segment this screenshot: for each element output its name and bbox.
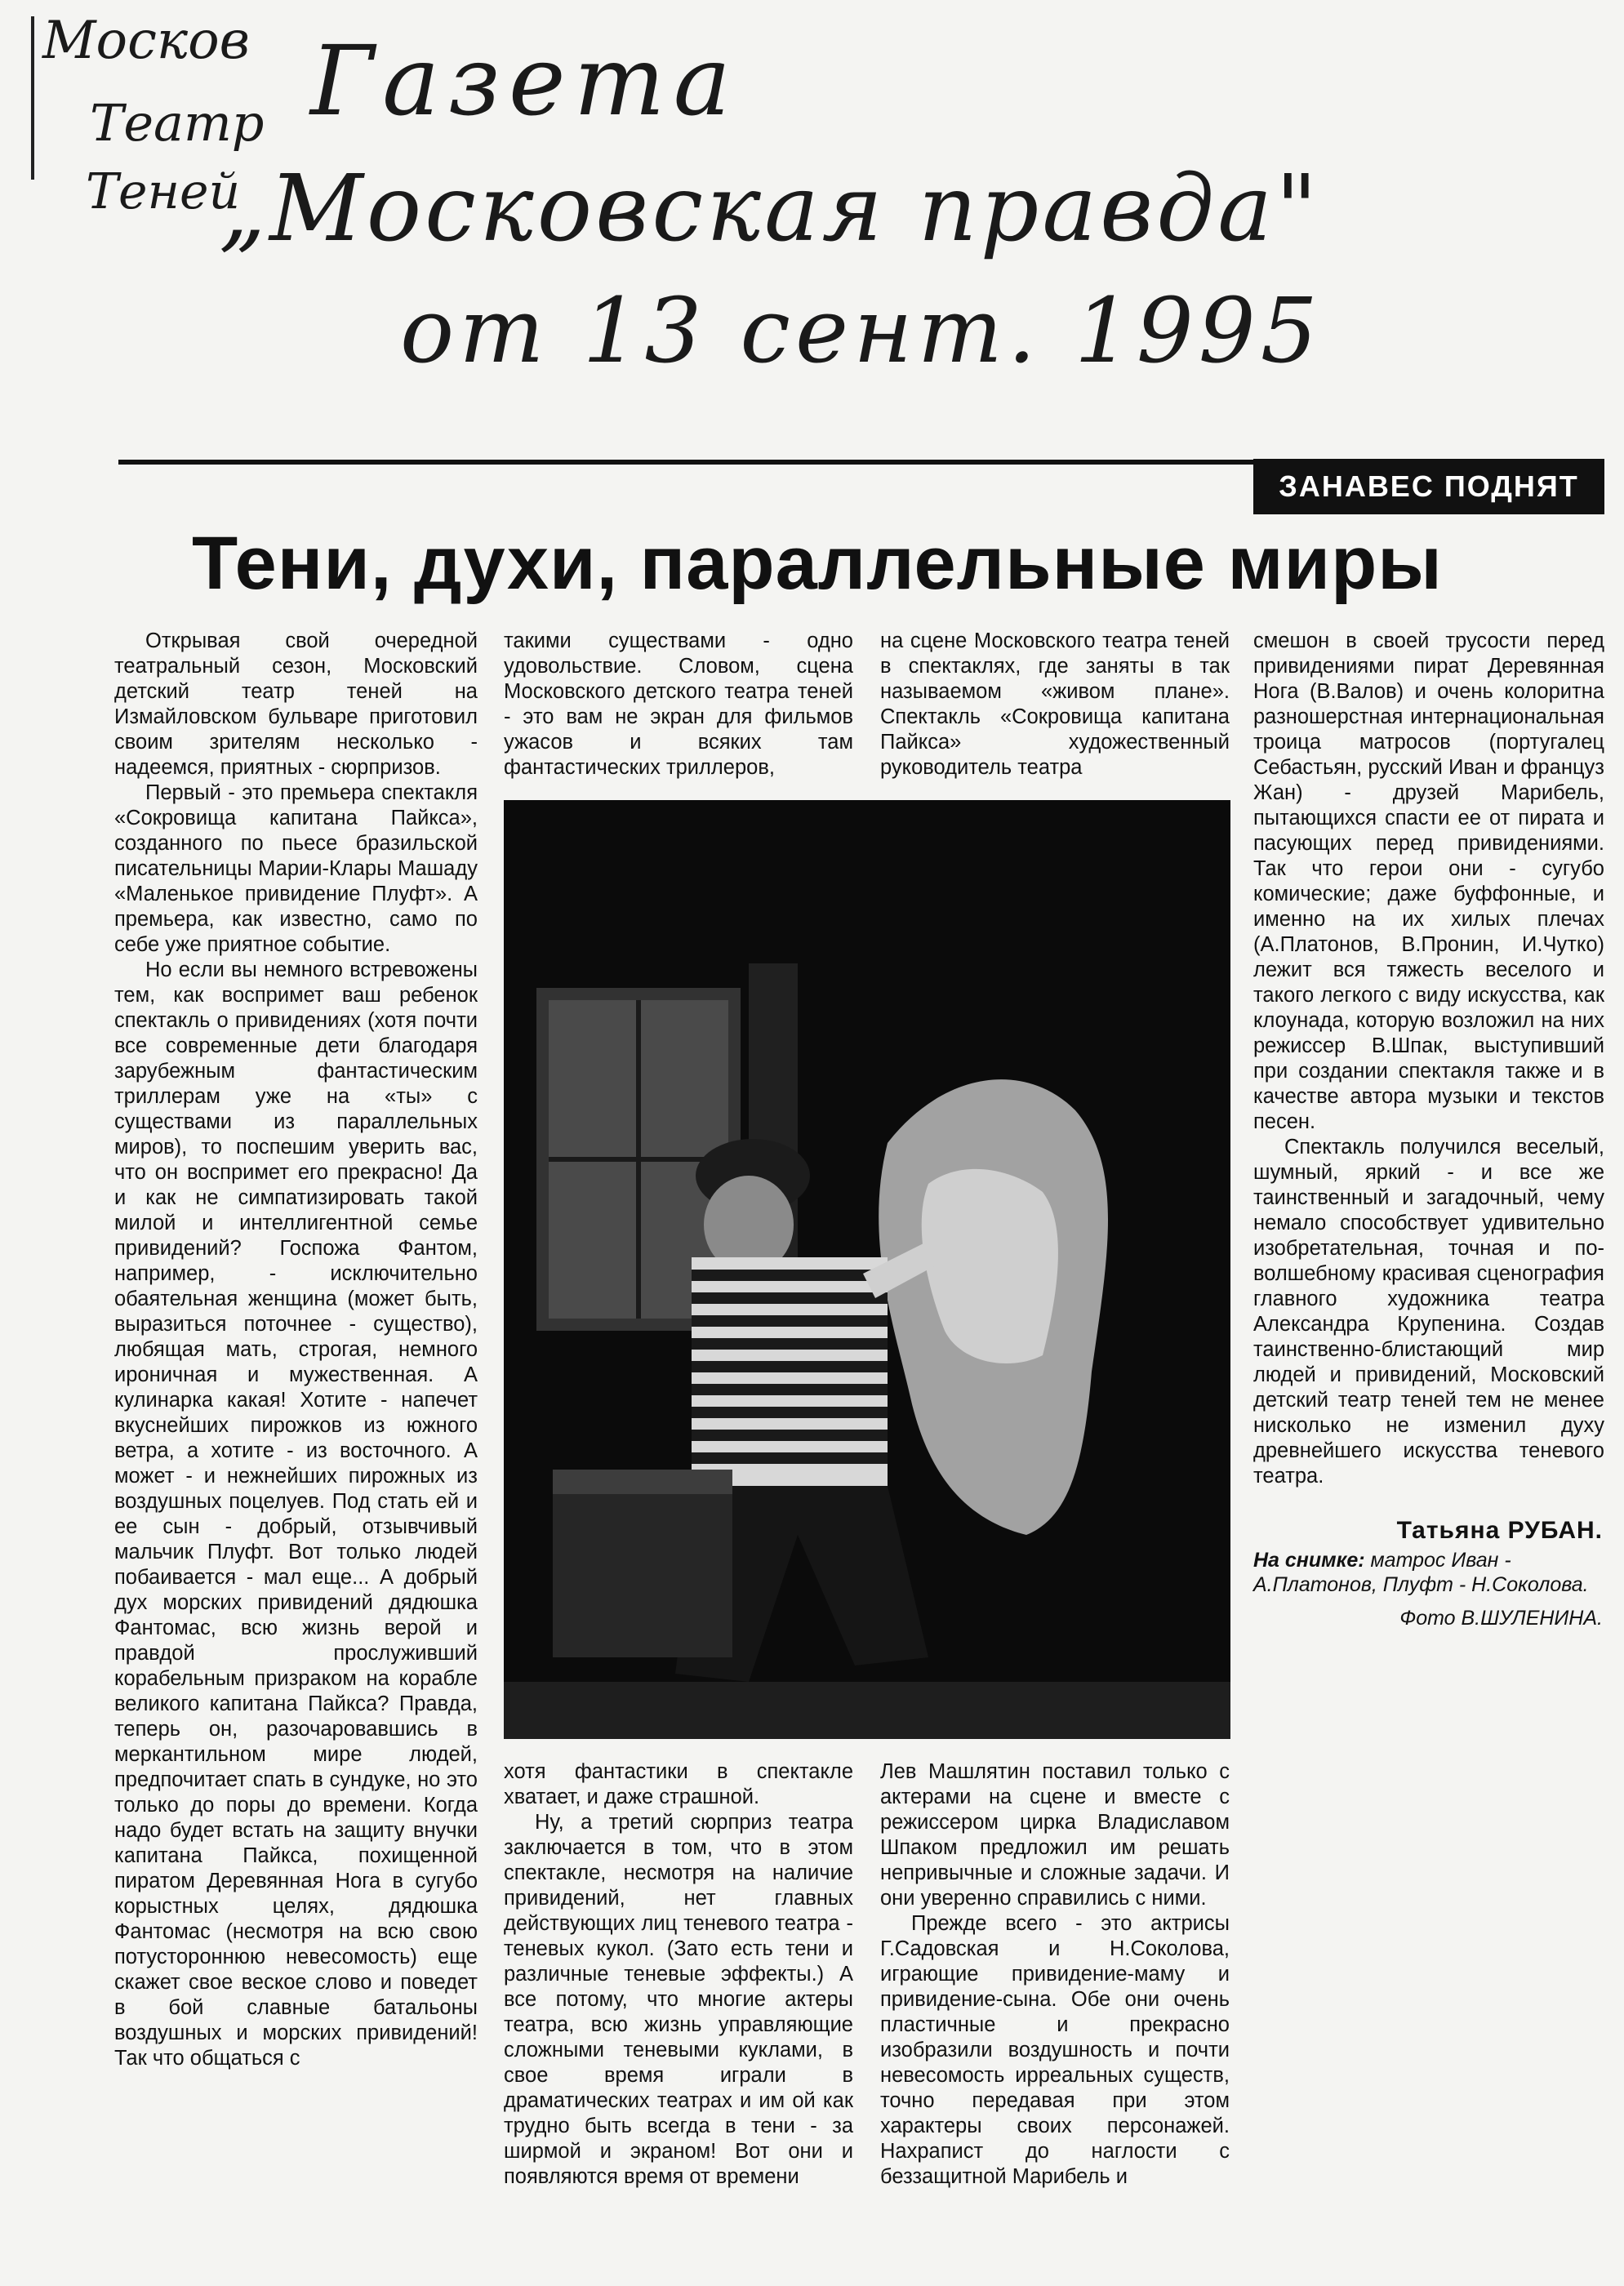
paragraph: Ну, а третий сюрприз театра заключается в том, что в этом спектакле, несмотря на наличие привидений, нет главных действующих лиц теневого театра - теневых кукол. (Зато есть тени и различные теневые эффекты.) А все потому, что многие актеры театра, всю жизнь управляющие сложными теневыми куклами, в свое время играли в драматических театрах и им ой как трудно быть всегда в тени - за ширмой и экраном! Вот они и появляются время от времени [504,1811,853,2188]
handwritten-source-date: от 13 сент. 1995 [400,278,1323,383]
byline-block [1253,1517,1603,1630]
paragraph: Лев Машлятин поставил только с актерами на сцене и вместе с режиссером цирка Владиславом Шпаком предложил им решать непривычные и сложные задачи. И они уверенно справились с ними. [880,1760,1230,1910]
paragraph: на сцене Московского театра теней в спектаклях, где заняты в так называемом «живом плане». Спектакль «Сокровища капитана Пайкса» художественный руководитель театра [880,629,1230,779]
article-column-2-bottom [504,1759,853,2282]
handwritten-note-theatre-line-2: Театр [90,93,265,153]
handwritten-note-theatre-line-3: Теней [86,163,241,220]
paragraph: Открывая свой очередной театральный сезон, Московский детский театр теней на Измайловском бульваре приготовил своим зрителям несколько - надеемся, приятных - сюрпризов. [114,629,478,779]
paragraph: Прежде всего - это актрисы Г.Садовская и Н.Соколова, играющие привидение-маму и привидение-сына. Обе они очень пластичные и прекрасно изобразили воздушность и почти невесомость ирреальных существ, точно передавая при этом характеры своих персонажей. Нахрапист до наглости с беззащитной Марибель и [880,1912,1230,2188]
paragraph: такими существами - одно удовольствие. Словом, сцена Московского детского театра теней - это вам не экран для фильмов ужасов и всяких там фантастических триллеров, [504,629,853,779]
article-column-2-top [504,629,853,792]
article-column-1 [114,629,478,2253]
article-headline: Тени, духи, параллельные миры [192,522,1443,605]
paragraph: Первый - это премьера спектакля «Сокровища капитана Пайкса», созданного по пьесе бразильской писательницы Марии-Клары Машаду «Маленькое привидение Плуфт». А премьера, как известно, само по себе уже приятное событие. [114,781,478,956]
caption-label: На снимке: [1253,1549,1365,1572]
article-column-4 [1253,629,1604,1608]
stage-photo-illustration [504,800,1230,1739]
handwritten-note-theatre-line-1: Москов [42,11,250,71]
rubric-label: ЗАНАВЕС ПОДНЯТ [1253,459,1604,514]
handwritten-source-title: „Московская правда" [219,156,1321,262]
margin-mark [31,16,34,180]
paragraph: Спектакль получился веселый, шумный, яркий - и все же таинственный и загадочный, чему немало способствует удивительно изобретательная, точная и по-волшебному красивая сценография главного художника театра Александра Крупенина. Создав таинственно-блистающий мир людей и привидений, Московский детский театр теней тем не менее нисколько не изменил духу древнейшего искусства теневого театра. [1253,1136,1604,1488]
handwritten-source-newspaper: Газета [310,24,739,137]
paragraph: Но если вы немного встревожены тем, как воспримет ваш ребенок спектакль о привидениях (хотя почти все современные дети благодаря зарубежным фантастическим триллерам уже на «ты» с существами из параллельных миров), то поспешим уверить вас, что он воспримет его прекрасно! Да и как не симпатизировать такой милой и интеллигентной семье привидений? Госпожа Фантом, например, - исключительно обаятельная женщина (может быть, выразиться поточнее - существо), любящая мать, строгая, немного ироничная и мужественная. А кулинарка какая! Хотите - напечет вкуснейших пирожков из южного ветра, а хотите - из восточного. А может - и нежнейших пирожных из воздушных поцелуев. Под стать ей и ее сын - добрый, отзывчивый мальчик Плуфт. Вот только людей побаивается - мал еще... А добрый дух морских привидений дядюшка Фантомас, всю жизнь верой и правдой прослуживший корабельным призраком на корабле великого капитана Пайкса? Правда, теперь он, разочаровавшись в меркантильном мире людей, предпочитает спать в сундуке, но это только до поры до времени. Когда надо будет встать на защиту внучки капитана Пайкса, похищенной пиратом Деревянная Нога в сугубо корыстных целях, дядюшка Фантомас (несмотря на всю свою потустороннюю невесомость) еще скажет свое веское слово и поведет в бой славные батальоны воздушных и морских привидений! Так что общаться с [114,958,478,2070]
photo-credit: Фото В.ШУЛЕНИНА. [1399,1607,1603,1630]
photo-caption [1253,1548,1603,1597]
article-column-3-top [880,629,1230,792]
paragraph: смешон в своей трусости перед привидениями пират Деревянная Нога (В.Валов) и очень колоритна разношерстная интернациональная троица матросов (португалец Себастьян, русский Иван и француз Жан) - друзей Марибель, пытающихся спасти ее от пирата и пасующих перед привидениями. Так что герои они - сугубо комические; даже буффонные, и именно на их хилых плечах (А.Платонов, В.Пронин, И.Чутко) лежит вся тяжесть веселого и такого легкого с виду искусства, как клоунада, которую возложил на них режиссер В.Шпак, выступивший при создании спектакля также и в качестве автора музыки и текстов песен. [1253,629,1604,1133]
paragraph: хотя фантастики в спектакле хватает, и даже страшной. [504,1760,853,1808]
stage-photo [504,800,1230,1739]
caption-text: матрос Иван - А.Платонов, Плуфт - Н.Соколова. [1253,1549,1589,1596]
author-name: Татьяна РУБАН. [1396,1517,1603,1544]
article-column-3-bottom [880,1759,1230,2282]
